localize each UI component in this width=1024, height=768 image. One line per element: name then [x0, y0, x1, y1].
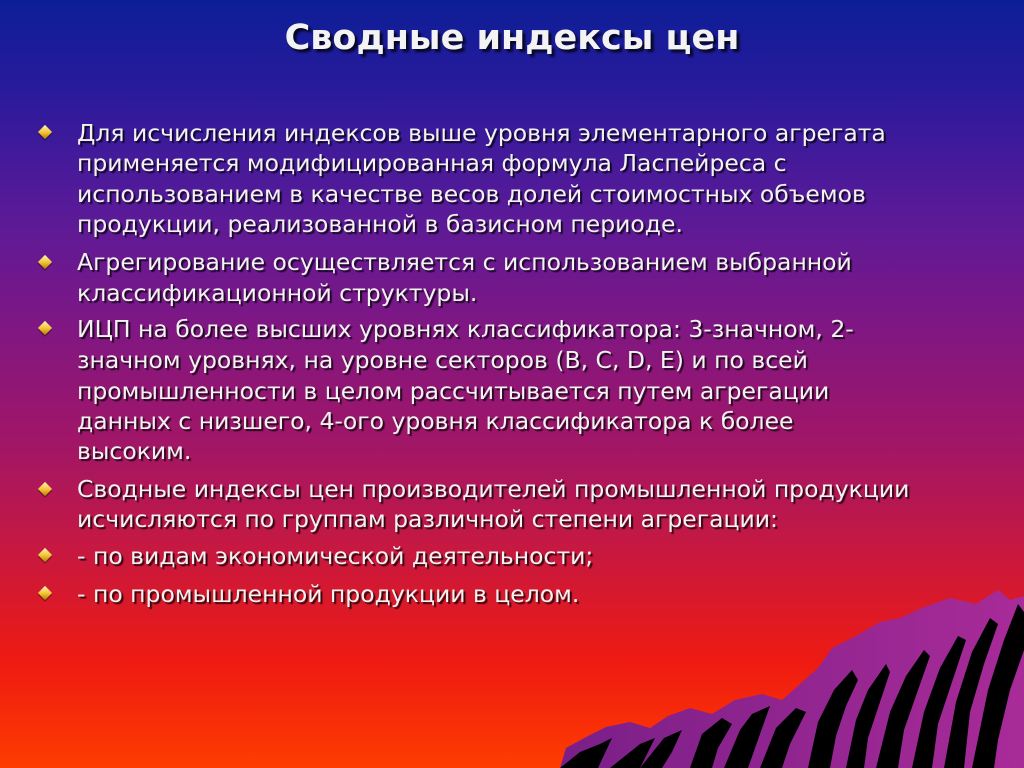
bullet-line: значном уровнях, на уровне секторов (B, C, D, E) и по всей: [77, 346, 808, 374]
bullet-line: - по промышленной продукции в целом.: [77, 580, 580, 608]
bullet-line: Агрегирование осуществляется с использованием выбранной: [77, 248, 852, 276]
slide-title: Сводные индексы цен: [284, 18, 740, 58]
bullet-line: высоким.: [77, 437, 192, 465]
bullet-line: промышленности в целом рассчитывается путем агрегации: [77, 377, 830, 405]
bullet-line: Сводные индексы цен производителей промышленной продукции: [77, 475, 910, 503]
bullet-line: - по видам экономической деятельности;: [77, 542, 594, 570]
bullet-line: продукции, реализованной в базисном периоде.: [77, 210, 683, 238]
bullet-line: классификационной структуры.: [77, 279, 478, 307]
bullet-line: использованием в качестве весов долей стоимостных объемов: [77, 180, 866, 208]
bullet-line: применяется модифицированная формула Ласпейреса с: [77, 149, 787, 177]
bullet-line: ИЦП на более высших уровнях классификатора: 3-значном, 2-: [77, 315, 854, 343]
bullet-line: Для исчисления индексов выше уровня элементарного агрегата: [77, 119, 886, 147]
bullet-line: данных с низшего, 4-ого уровня классификатора к более: [77, 407, 794, 435]
bullet-line: исчисляются по группам различной степени агрегации:: [77, 505, 778, 533]
